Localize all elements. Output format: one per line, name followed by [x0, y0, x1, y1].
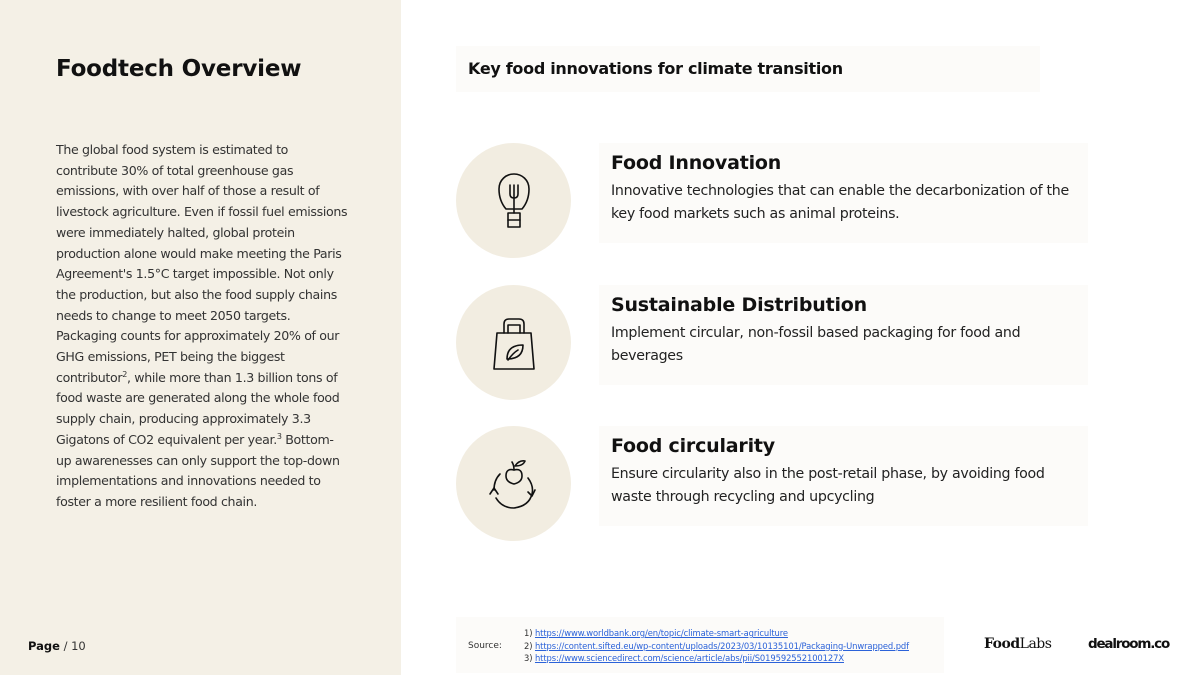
source-item: [524, 652, 909, 665]
dealroom-logo: dealroom.co: [1088, 636, 1170, 652]
intro-text-part3: Bottom-up awarenesses can only support the top-down implementations and innovations needed to foster a more resilient food chain.: [56, 431, 340, 509]
page-number: [28, 639, 86, 653]
footnote-ref-2: 2: [122, 369, 127, 379]
card-description: Ensure circularity also in the post-retail phase, by avoiding food waste through recycling and upcycling: [611, 466, 1045, 505]
card-sustainable-distribution: [456, 285, 1088, 401]
apple-recycle-icon: [482, 452, 546, 516]
source-list: [524, 627, 909, 665]
source-number: 3): [524, 653, 533, 663]
source-item: [524, 627, 909, 640]
foodlabs-logo-light: Labs: [1019, 636, 1052, 652]
footnote-ref-3: 3: [276, 431, 282, 441]
icon-circle: [456, 426, 571, 541]
source-number: 2): [524, 640, 533, 651]
card-description: Innovative technologies that can enable the decarbonization of the key food markets such as animal proteins.: [611, 183, 1069, 222]
card-food-innovation: [456, 143, 1088, 259]
card-title: Food circularity: [611, 435, 775, 457]
foodlabs-logo: [984, 636, 1051, 652]
source-label: Source:: [468, 641, 502, 651]
foodlabs-logo-bold: Food: [984, 636, 1020, 652]
intro-paragraph: [56, 140, 348, 513]
icon-circle: [456, 143, 571, 258]
intro-text-part2: , while more than 1.3 billion tons of food waste are generated along the whole food supply chain, producing approximately 3.3 Gigatons of CO2 equivalent per year.: [56, 369, 340, 447]
source-link[interactable]: https://www.worldbank.org/en/topic/climate-smart-agriculture: [534, 628, 788, 638]
card-title: Sustainable Distribution: [611, 294, 867, 316]
source-number: 1): [524, 628, 533, 638]
page-label: Page: [28, 639, 60, 653]
source-link[interactable]: https://content.sifted.eu/wp-content/uploads/2023/03/10135101/Packaging-Unwrapped.pdf: [534, 640, 909, 651]
icon-circle: [456, 285, 571, 400]
card-title: Food Innovation: [611, 152, 782, 174]
section-title: Key food innovations for climate transition: [456, 46, 1040, 92]
lightbulb-fork-icon: [482, 169, 546, 233]
page-total: / 10: [63, 639, 86, 653]
source-item: [524, 640, 909, 653]
card-food-circularity: [456, 426, 1088, 542]
sources-box: [456, 617, 944, 673]
intro-text-part1: The global food system is estimated to contribute 30% of total greenhouse gas emissions, with over half of those a result of livestock agriculture. Even if fossil fuel emissions were immediately halted, global protein production alone would make meeting the Paris Agreement's 1.5°C target impossible. Not only the production, but also the food supply chains needs to change to meet 2050 targets. Packaging counts for approximately 20% of our GHG emissions, PET being the biggest contributor: [56, 142, 348, 385]
card-description: Implement circular, non-fossil based packaging for food and beverages: [611, 325, 1021, 364]
page-title: Foodtech Overview: [56, 56, 302, 82]
source-link[interactable]: https://www.sciencedirect.com/science/article/abs/pii/S019592552100127X: [534, 653, 844, 663]
shopping-bag-leaf-icon: [482, 311, 546, 375]
